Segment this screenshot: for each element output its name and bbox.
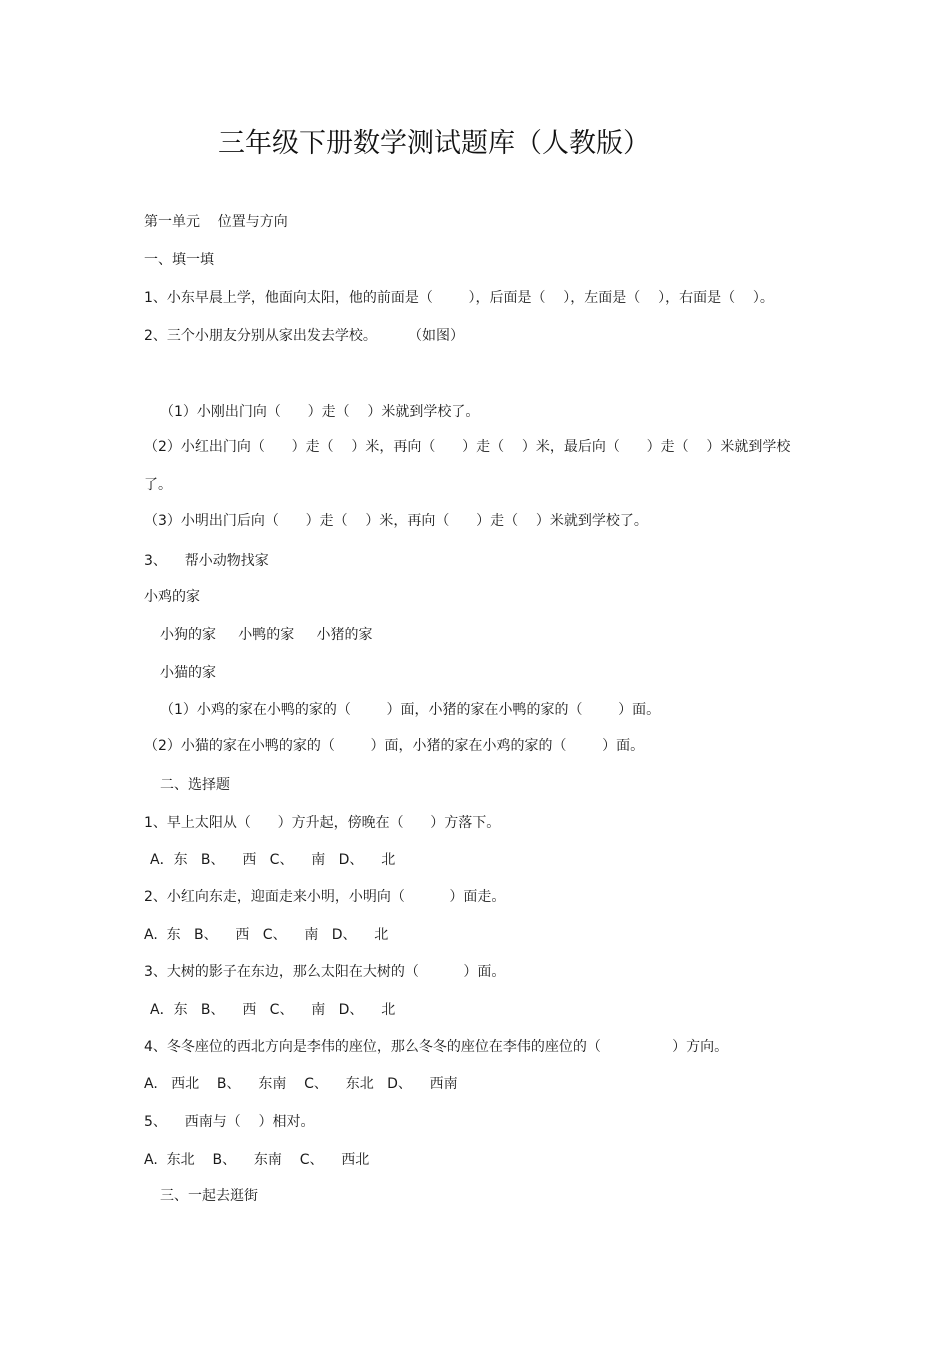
question-2-5: 5、 西南与（ ）相对。 bbox=[144, 1114, 315, 1130]
question-1-2-sub3: （3）小明出门后向（ ）走（ ）米，再向（ ）走（ ）米就到学校了。 bbox=[144, 513, 648, 529]
unit-heading: 第一单元 位置与方向 bbox=[144, 214, 288, 230]
home-cat-label: 小猫的家 bbox=[160, 665, 216, 681]
section-heading-shopping: 三、一起去逛街 bbox=[160, 1188, 258, 1204]
question-2-1-options: A．东 B、 西 C、 南 D、 北 bbox=[150, 852, 396, 868]
section-heading-fill: 一、填一填 bbox=[144, 252, 214, 268]
question-2-3-options: A．东 B、 西 C、 南 D、 北 bbox=[150, 1002, 396, 1018]
question-2-5-options: A. 东北 B、 东南 C、 西北 bbox=[144, 1152, 370, 1168]
question-2-2-options: A. 东 B、 西 C、 南 D、 北 bbox=[144, 927, 389, 943]
question-1-1: 1、小东早晨上学，他面向太阳，他的前面是（ ），后面是（ ），左面是（ ），右面是（ ）。 bbox=[144, 290, 774, 306]
question-2-3: 3、大树的影子在东边，那么太阳在大树的（ ）面。 bbox=[144, 964, 506, 980]
question-1-2-sub2-cont: 了。 bbox=[144, 477, 172, 493]
question-2-1: 1、早上太阳从（ ）方升起，傍晚在（ ）方落下。 bbox=[144, 815, 501, 831]
question-1-3-sub1: （1）小鸡的家在小鸭的家的（ ）面，小猪的家在小鸭的家的（ ）面。 bbox=[160, 702, 661, 718]
question-1-2-sub2: （2）小红出门向（ ）走（ ）米，再向（ ）走（ ）米，最后向（ ）走（ ）米就到学校 bbox=[144, 439, 791, 455]
question-1-3-sub2: （2）小猫的家在小鸭的家的（ ）面，小猪的家在小鸡的家的（ ）面。 bbox=[144, 738, 645, 754]
home-chick-label: 小鸡的家 bbox=[144, 589, 200, 605]
home-row-labels: 小狗的家 小鸭的家 小猪的家 bbox=[160, 627, 373, 643]
question-1-3: 3、 帮小动物找家 bbox=[144, 553, 269, 569]
question-2-2: 2、小红向东走，迎面走来小明，小明向（ ）面走。 bbox=[144, 889, 506, 905]
section-heading-choice: 二、选择题 bbox=[160, 777, 230, 793]
page-title: 三年级下册数学测试题库（人教版） bbox=[218, 128, 650, 159]
question-2-4-options: A. 西北 B、 东南 C、 东北 D、 西南 bbox=[144, 1076, 458, 1092]
question-1-2-sub1: （1）小刚出门向（ ）走（ ）米就到学校了。 bbox=[160, 404, 480, 420]
question-1-2: 2、三个小朋友分别从家出发去学校。 （如图） bbox=[144, 328, 465, 344]
question-2-4: 4、冬冬座位的西北方向是李伟的座位，那么冬冬的座位在李伟的座位的（ ）方向。 bbox=[144, 1039, 729, 1055]
